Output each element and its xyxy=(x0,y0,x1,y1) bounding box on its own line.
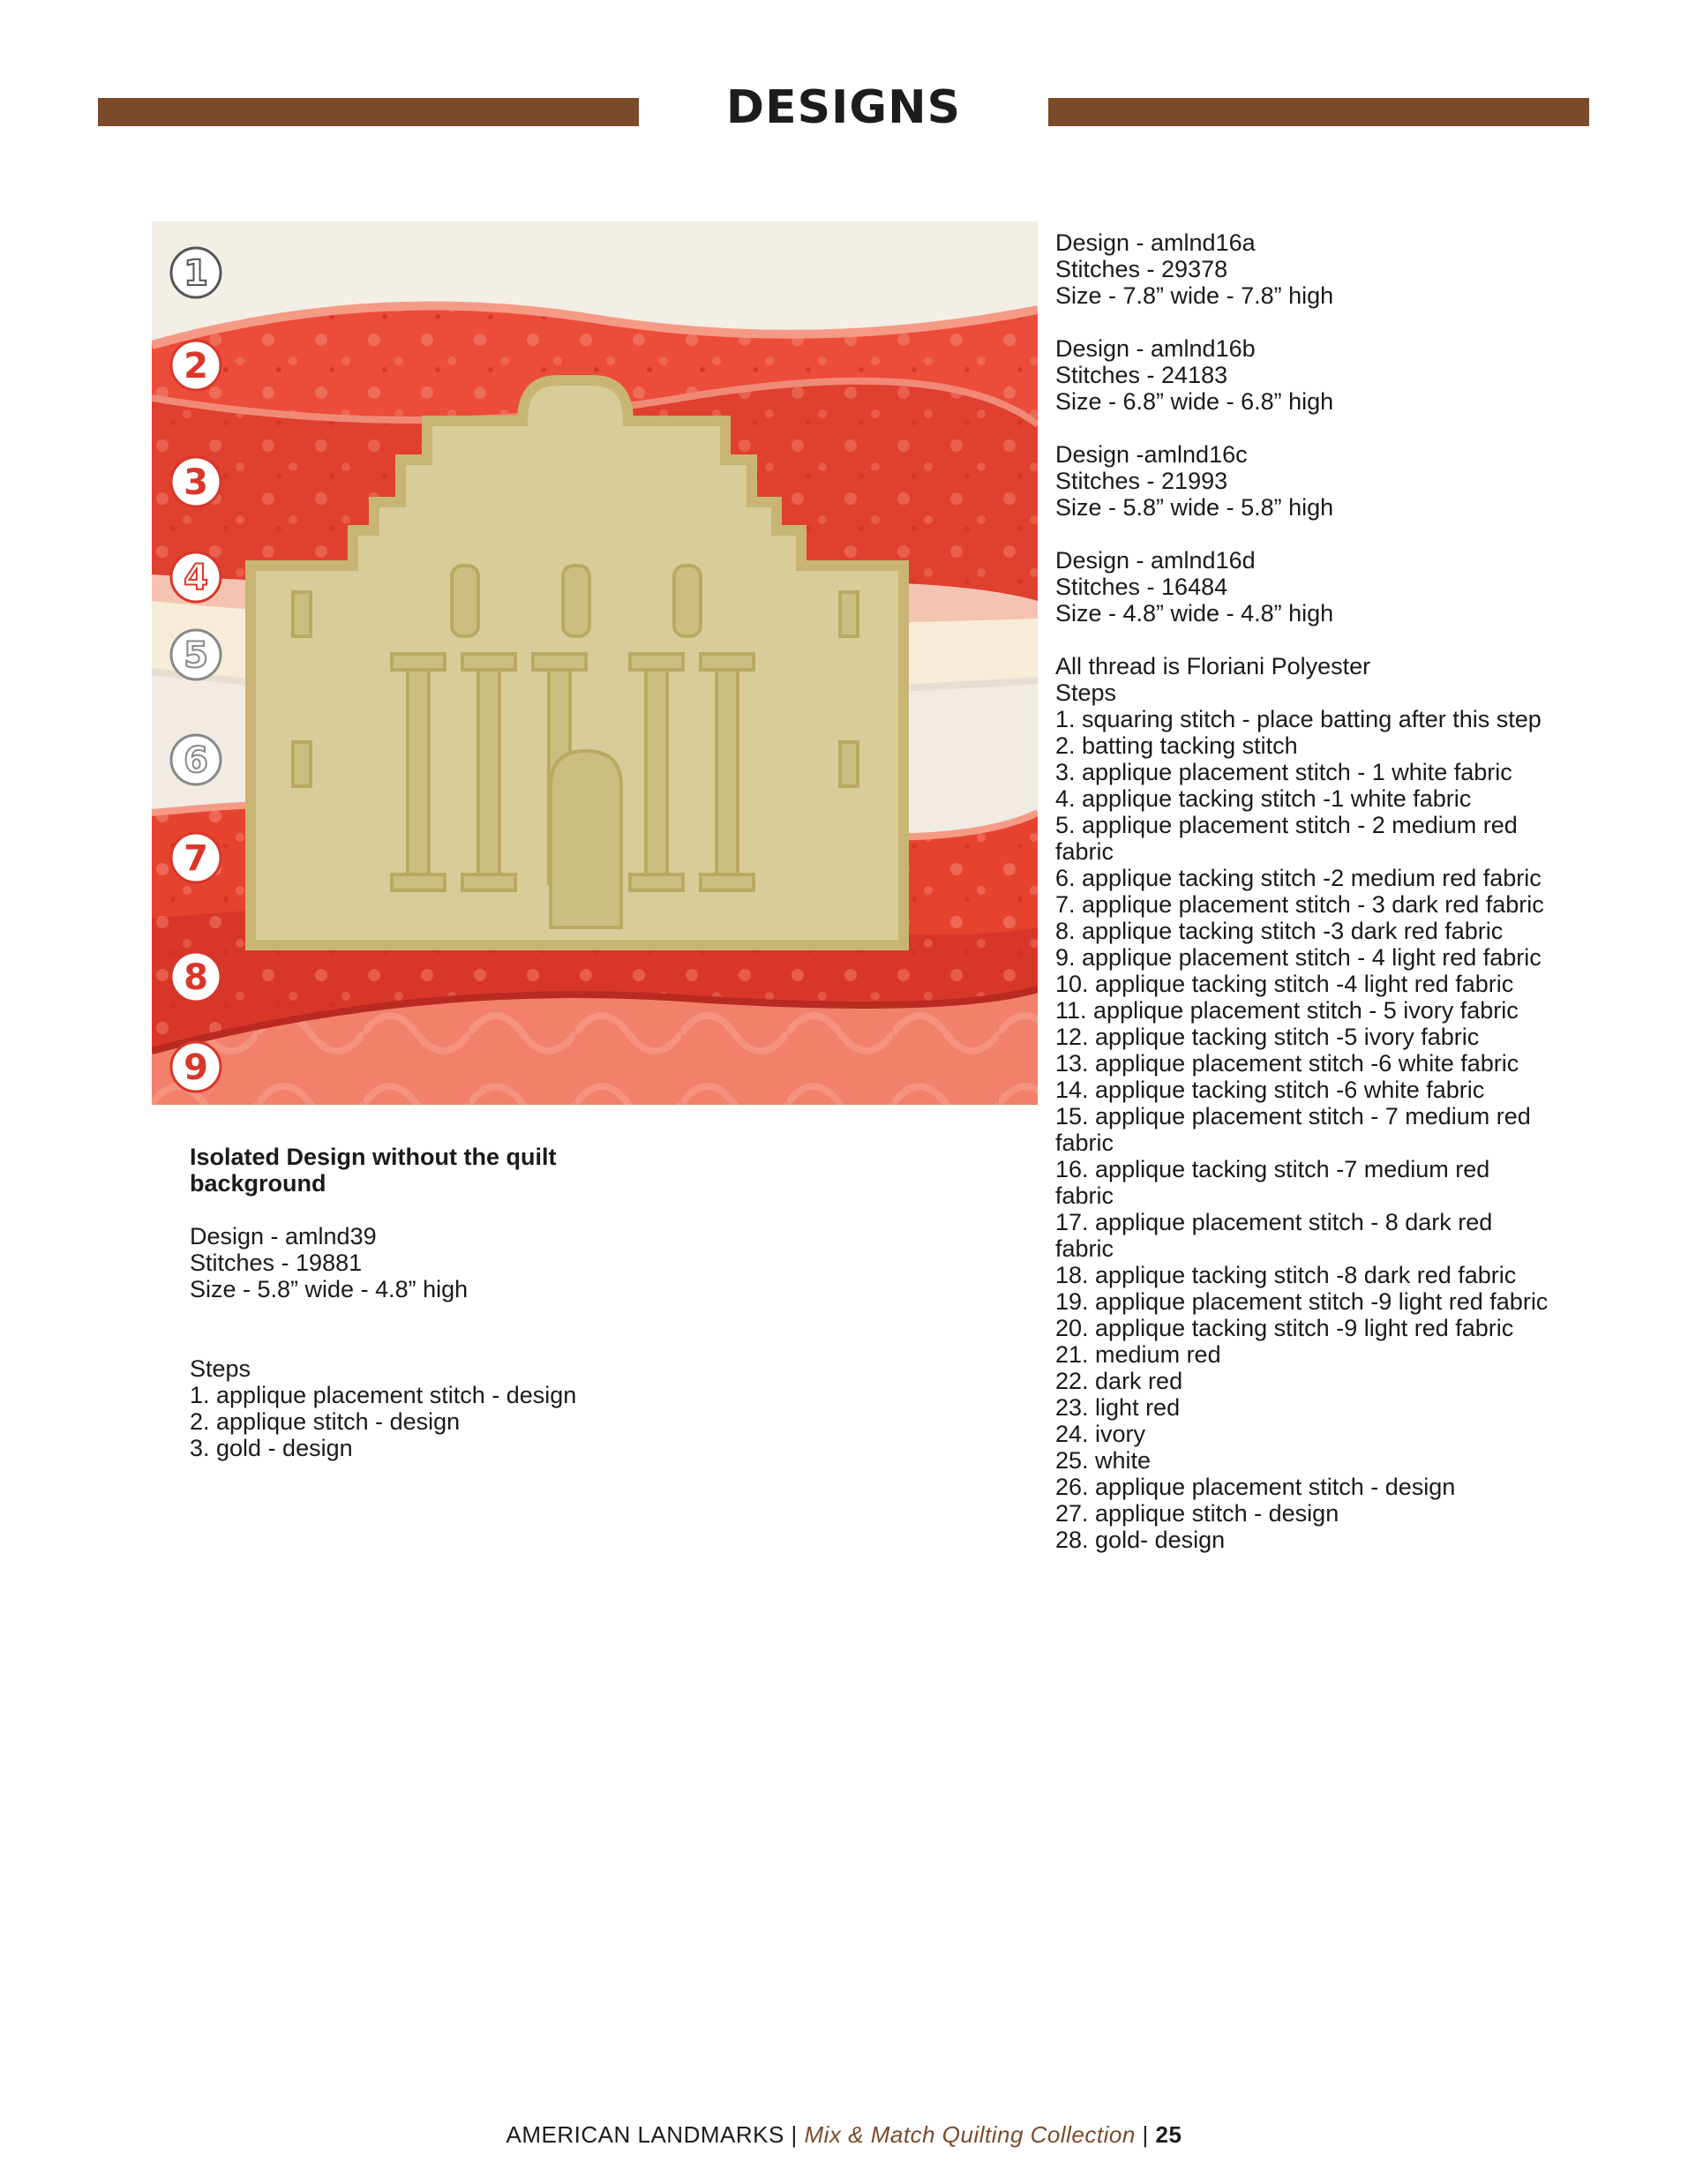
design-size: Size - 7.8” wide - 7.8” high xyxy=(1055,282,1334,309)
step-item: 24. ivory xyxy=(1055,1421,1146,1447)
quilt-steps xyxy=(1055,653,1549,1553)
step-item: 15. applique placement stitch - 7 medium red fabric xyxy=(1055,1103,1531,1156)
step-item: 12. applique tacking stitch -5 ivory fabric xyxy=(1055,1024,1480,1050)
step-item: 7. applique placement stitch - 3 dark red fabric xyxy=(1055,891,1544,918)
step-item: 26. applique placement stitch - design xyxy=(1055,1474,1456,1500)
step-item: 2. batting tacking stitch xyxy=(1055,732,1298,759)
design-name: Design - amlnd16d xyxy=(1055,547,1256,574)
design-size: Size - 4.8” wide - 4.8” high xyxy=(1055,600,1334,627)
step-item: 22. dark red xyxy=(1055,1368,1183,1394)
quilt-number: 1 xyxy=(184,253,208,294)
step-item: 21. medium red xyxy=(1055,1341,1221,1368)
quilt-number-badge xyxy=(171,1042,221,1092)
isolated-steps-list xyxy=(190,1382,666,1461)
step-item: 1. squaring stitch - place batting after this step xyxy=(1055,706,1542,732)
quilt-number-badge xyxy=(171,952,221,1002)
design-name: Design - amlnd39 xyxy=(190,1223,377,1250)
thread-note: All thread is Floriani Polyester xyxy=(1055,653,1371,679)
quilt-number-badge xyxy=(171,341,221,390)
design-name: Design - amlnd16a xyxy=(1055,229,1256,256)
quilt-number: 4 xyxy=(184,558,208,598)
step-item: 6. applique tacking stitch -2 medium red fabric xyxy=(1055,865,1542,891)
quilt-number-badge xyxy=(171,833,221,882)
design-stitches: Stitches - 16484 xyxy=(1055,574,1228,600)
design-spec-amlnd16b xyxy=(1055,335,1333,415)
design-name: Design -amlnd16c xyxy=(1055,441,1248,468)
step-item: 20. applique tacking stitch -9 light red fabric xyxy=(1055,1315,1514,1341)
step-item: 10. applique tacking stitch -4 light red fabric xyxy=(1055,971,1514,997)
quilt-number-badge xyxy=(171,552,221,602)
design-size: Size - 5.8” wide - 4.8” high xyxy=(190,1276,469,1302)
design-stitches: Stitches - 29378 xyxy=(1055,256,1228,282)
step-item: 13. applique placement stitch -6 white fabric xyxy=(1055,1050,1519,1077)
design-spec-amlnd16d xyxy=(1055,547,1333,627)
footer-collection: Mix & Match Quilting Collection xyxy=(804,2121,1136,2148)
step-item: 18. applique tacking stitch -8 dark red fabric xyxy=(1055,1262,1517,1288)
quilt-number: 9 xyxy=(184,1047,208,1088)
design-spec-amlnd16a xyxy=(1055,229,1333,309)
step-item: 23. light red xyxy=(1055,1394,1181,1421)
step-item: 9. applique placement stitch - 4 light red fabric xyxy=(1055,944,1542,971)
step-item: 16. applique tacking stitch -7 medium red fabric xyxy=(1055,1156,1490,1209)
step-item: 3. applique placement stitch - 1 white fabric xyxy=(1055,759,1512,785)
design-size: Size - 5.8” wide - 5.8” high xyxy=(1055,494,1334,521)
footer-separator: | xyxy=(784,2121,805,2148)
design-name: Design - amlnd16b xyxy=(1055,335,1256,362)
alamo-quilt-block-image xyxy=(152,221,1038,1105)
step-item: 3. gold - design xyxy=(190,1435,353,1461)
quilt-number-badge xyxy=(171,630,221,679)
step-item: 8. applique tacking stitch -3 dark red fabric xyxy=(1055,918,1504,944)
page-title: DESIGNS xyxy=(725,81,962,134)
step-item: 25. white xyxy=(1055,1447,1152,1474)
step-item: 14. applique tacking stitch -6 white fabric xyxy=(1055,1077,1485,1103)
page-number: 25 xyxy=(1155,2121,1182,2148)
quilt-number: 2 xyxy=(184,346,208,387)
design-stitches: Stitches - 19881 xyxy=(190,1250,363,1276)
isolated-design-section xyxy=(190,1144,666,1461)
isolated-design-heading: Isolated Design without the quilt background xyxy=(190,1144,557,1197)
header-rule-right xyxy=(1048,98,1589,126)
step-item: 4. applique tacking stitch -1 white fabric xyxy=(1055,785,1472,812)
quilt-number: 7 xyxy=(184,838,208,879)
quilt-number: 6 xyxy=(184,740,208,781)
design-stitches: Stitches - 21993 xyxy=(1055,468,1228,494)
header-rule-left xyxy=(98,98,639,126)
step-item: 28. gold- design xyxy=(1055,1527,1226,1553)
design-stitches: Stitches - 24183 xyxy=(1055,362,1228,388)
step-item: 19. applique placement stitch -9 light red fabric xyxy=(1055,1288,1549,1315)
steps-heading: Steps xyxy=(190,1355,251,1382)
quilt-number-badge xyxy=(171,248,221,297)
steps-heading: Steps xyxy=(1055,679,1117,706)
step-item: 2. applique stitch - design xyxy=(190,1408,461,1435)
footer-brand: AMERICAN LANDMARKS xyxy=(506,2121,784,2148)
step-item: 27. applique stitch - design xyxy=(1055,1500,1339,1527)
footer-separator: | xyxy=(1135,2121,1156,2148)
design-size: Size - 6.8” wide - 6.8” high xyxy=(1055,388,1334,415)
page-footer xyxy=(0,2121,1688,2149)
step-item: 17. applique placement stitch - 8 dark red fabric xyxy=(1055,1209,1493,1262)
quilt-number: 5 xyxy=(184,635,208,676)
quilt-number: 3 xyxy=(184,462,208,503)
design-spec-amlnd16c xyxy=(1055,441,1333,521)
quilt-number: 8 xyxy=(184,957,208,998)
quilt-number-badge xyxy=(171,457,221,507)
quilt-number-badge xyxy=(171,735,221,784)
step-item: 5. applique placement stitch - 2 medium red fabric xyxy=(1055,812,1518,865)
step-item: 11. applique placement stitch - 5 ivory fabric xyxy=(1055,997,1519,1024)
step-item: 1. applique placement stitch - design xyxy=(190,1382,577,1408)
steps-list xyxy=(1055,706,1549,1553)
